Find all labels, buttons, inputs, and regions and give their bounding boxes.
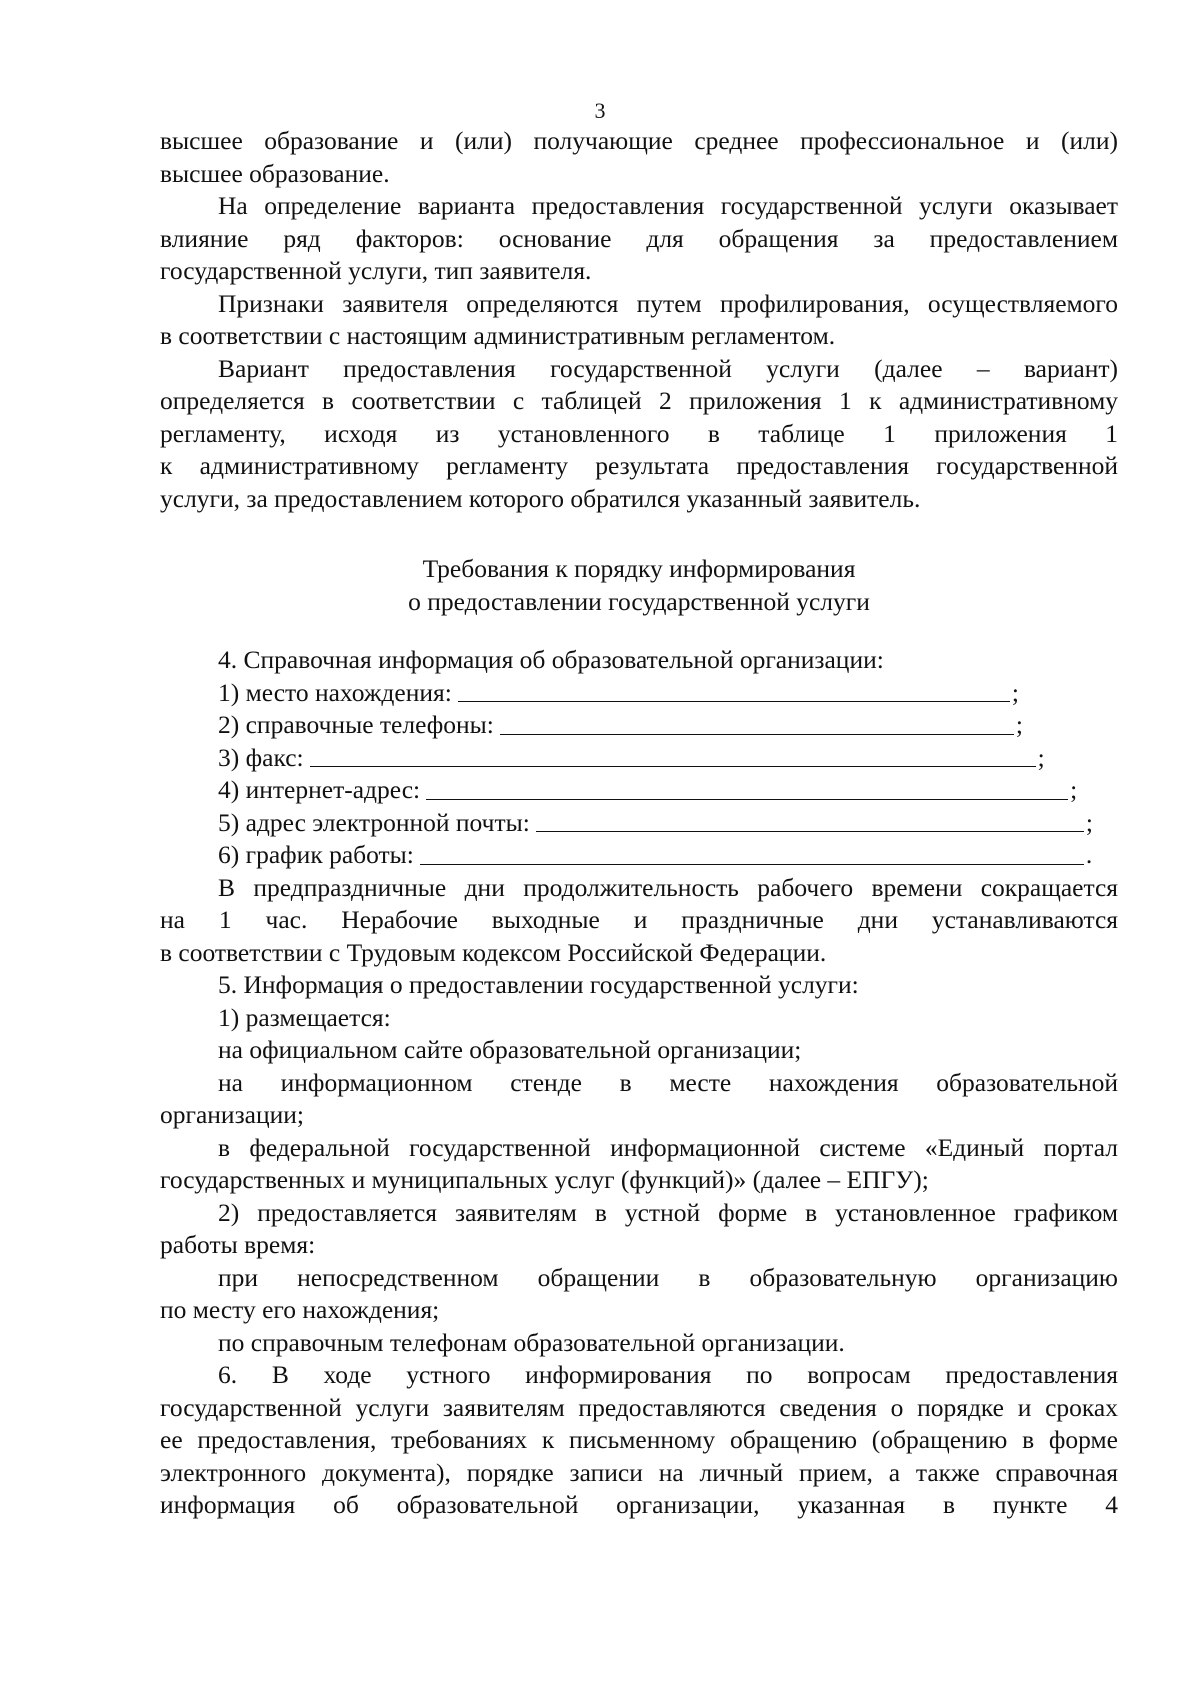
- item-4-title: 4. Справочная информация об образовательной организации:: [218, 645, 884, 674]
- item-5-sub-2-b: по справочным телефонам образовательной организации.: [218, 1327, 845, 1357]
- paragraph-top-1: [160, 190, 1118, 288]
- field-location: [160, 677, 1118, 710]
- text-line: Вариант предоставления государственной услуги (далее – вариант): [218, 353, 1118, 383]
- text-line: в соответствии с настоящим административным регламентом.: [160, 321, 836, 350]
- field-end: ;: [1011, 677, 1019, 707]
- field-end: ;: [1070, 775, 1078, 804]
- blank-line: [458, 677, 1010, 702]
- holiday-note: [160, 872, 1118, 970]
- text-line: высшее образование.: [160, 158, 390, 188]
- text-line: на информационном стенде в месте нахождения образовательной: [218, 1067, 1118, 1097]
- blank-line: [426, 775, 1068, 800]
- section-heading-line-2: о предоставлении государственной услуги: [408, 586, 870, 616]
- field-label: 6) график работы:: [218, 840, 414, 869]
- field-email: [160, 807, 1118, 840]
- field-end: ;: [1015, 710, 1023, 739]
- text-line: по месту его нахождения;: [160, 1295, 440, 1324]
- text-line: государственных и муниципальных услуг (функций)» (далее – ЕПГУ);: [160, 1165, 929, 1194]
- text-line: высшее образование и (или) получающие среднее профессиональное и (или): [160, 126, 1118, 155]
- field-end: ;: [1037, 742, 1045, 772]
- text-line: государственной услуги заявителям предоставляются сведения о порядке и сроках: [160, 1392, 1118, 1422]
- text-line: работы время:: [160, 1230, 316, 1259]
- text-line: Признаки заявителя определяются путем профилирования, осуществляемого: [218, 288, 1118, 318]
- text-line: государственной услуги, тип заявителя.: [160, 256, 592, 285]
- text-line: определяется в соответствии с таблицей 2 приложения 1 к административному: [160, 386, 1118, 415]
- field-label: 1) место нахождения:: [218, 677, 452, 707]
- text-line: организации;: [160, 1100, 304, 1129]
- text-line: В предпраздничные дни продолжительность рабочего времени сокращается: [218, 872, 1118, 902]
- field-label: 4) интернет-адрес:: [218, 775, 421, 804]
- field-website: [160, 774, 1118, 807]
- text-line: при непосредственном обращении в образовательную организацию: [218, 1262, 1118, 1292]
- document-body: [160, 125, 1118, 1522]
- field-phones: [160, 709, 1118, 742]
- text-line: влияние ряд факторов: основание для обращения за предоставлением: [160, 223, 1118, 253]
- field-label: 3) факс:: [218, 742, 304, 772]
- text-line: на 1 час. Нерабочие выходные и праздничные дни устанавливаются: [160, 905, 1118, 934]
- item-6: [160, 1359, 1118, 1522]
- item-5-sub-1: 1) размещается:: [218, 1002, 391, 1032]
- blank-line: [536, 807, 1084, 832]
- text-line: услуги, за предоставлением которого обратился указанный заявитель.: [160, 483, 921, 513]
- field-label: 5) адрес электронной почты:: [218, 807, 530, 837]
- text-line: к административному регламенту результата предоставления государственной: [160, 451, 1118, 480]
- text-line: 6. В ходе устного информирования по вопросам предоставления: [218, 1360, 1118, 1389]
- item-5-sub-1-c: [160, 1132, 1118, 1197]
- text-line: в федеральной государственной информационной системе «Единый портал: [218, 1132, 1118, 1162]
- item-5-title: 5. Информация о предоставлении государственной услуги:: [218, 970, 859, 999]
- blank-line: [420, 840, 1084, 865]
- blank-line: [500, 710, 1014, 735]
- text-line: регламенту, исходя из установленного в таблице 1 приложения 1: [160, 418, 1118, 448]
- field-fax: [160, 742, 1118, 775]
- item-5-sub-2-a: [160, 1262, 1118, 1327]
- text-line: ее предоставления, требованиях к письменному обращению (обращению в форме: [160, 1425, 1118, 1454]
- paragraph-top-3: [160, 353, 1118, 516]
- item-5-sub-1-a: на официальном сайте образовательной организации;: [218, 1035, 802, 1064]
- paragraph-top-2: [160, 288, 1118, 353]
- text-line: 2) предоставляется заявителям в устной форме в установленное графиком: [218, 1197, 1118, 1227]
- field-schedule: [160, 839, 1118, 872]
- paragraph-top-0: [160, 125, 1118, 190]
- page-number: 3: [594, 98, 606, 123]
- blank-line: [310, 742, 1036, 767]
- item-5-sub-1-b: [160, 1067, 1118, 1132]
- text-line: электронного документа), порядке записи на личный прием, а также справочная: [160, 1457, 1118, 1487]
- text-line: На определение варианта предоставления государственной услуги оказывает: [218, 191, 1118, 220]
- section-heading-line-1: Требования к порядку информирования: [422, 554, 856, 583]
- field-end: ;: [1085, 807, 1093, 837]
- field-end: .: [1085, 840, 1093, 869]
- field-label: 2) справочные телефоны:: [218, 710, 494, 739]
- text-line: в соответствии с Трудовым кодексом Российской Федерации.: [160, 937, 827, 967]
- text-line: информация об образовательной организации, указанная в пункте 4: [160, 1490, 1118, 1519]
- item-5-sub-2: [160, 1197, 1118, 1262]
